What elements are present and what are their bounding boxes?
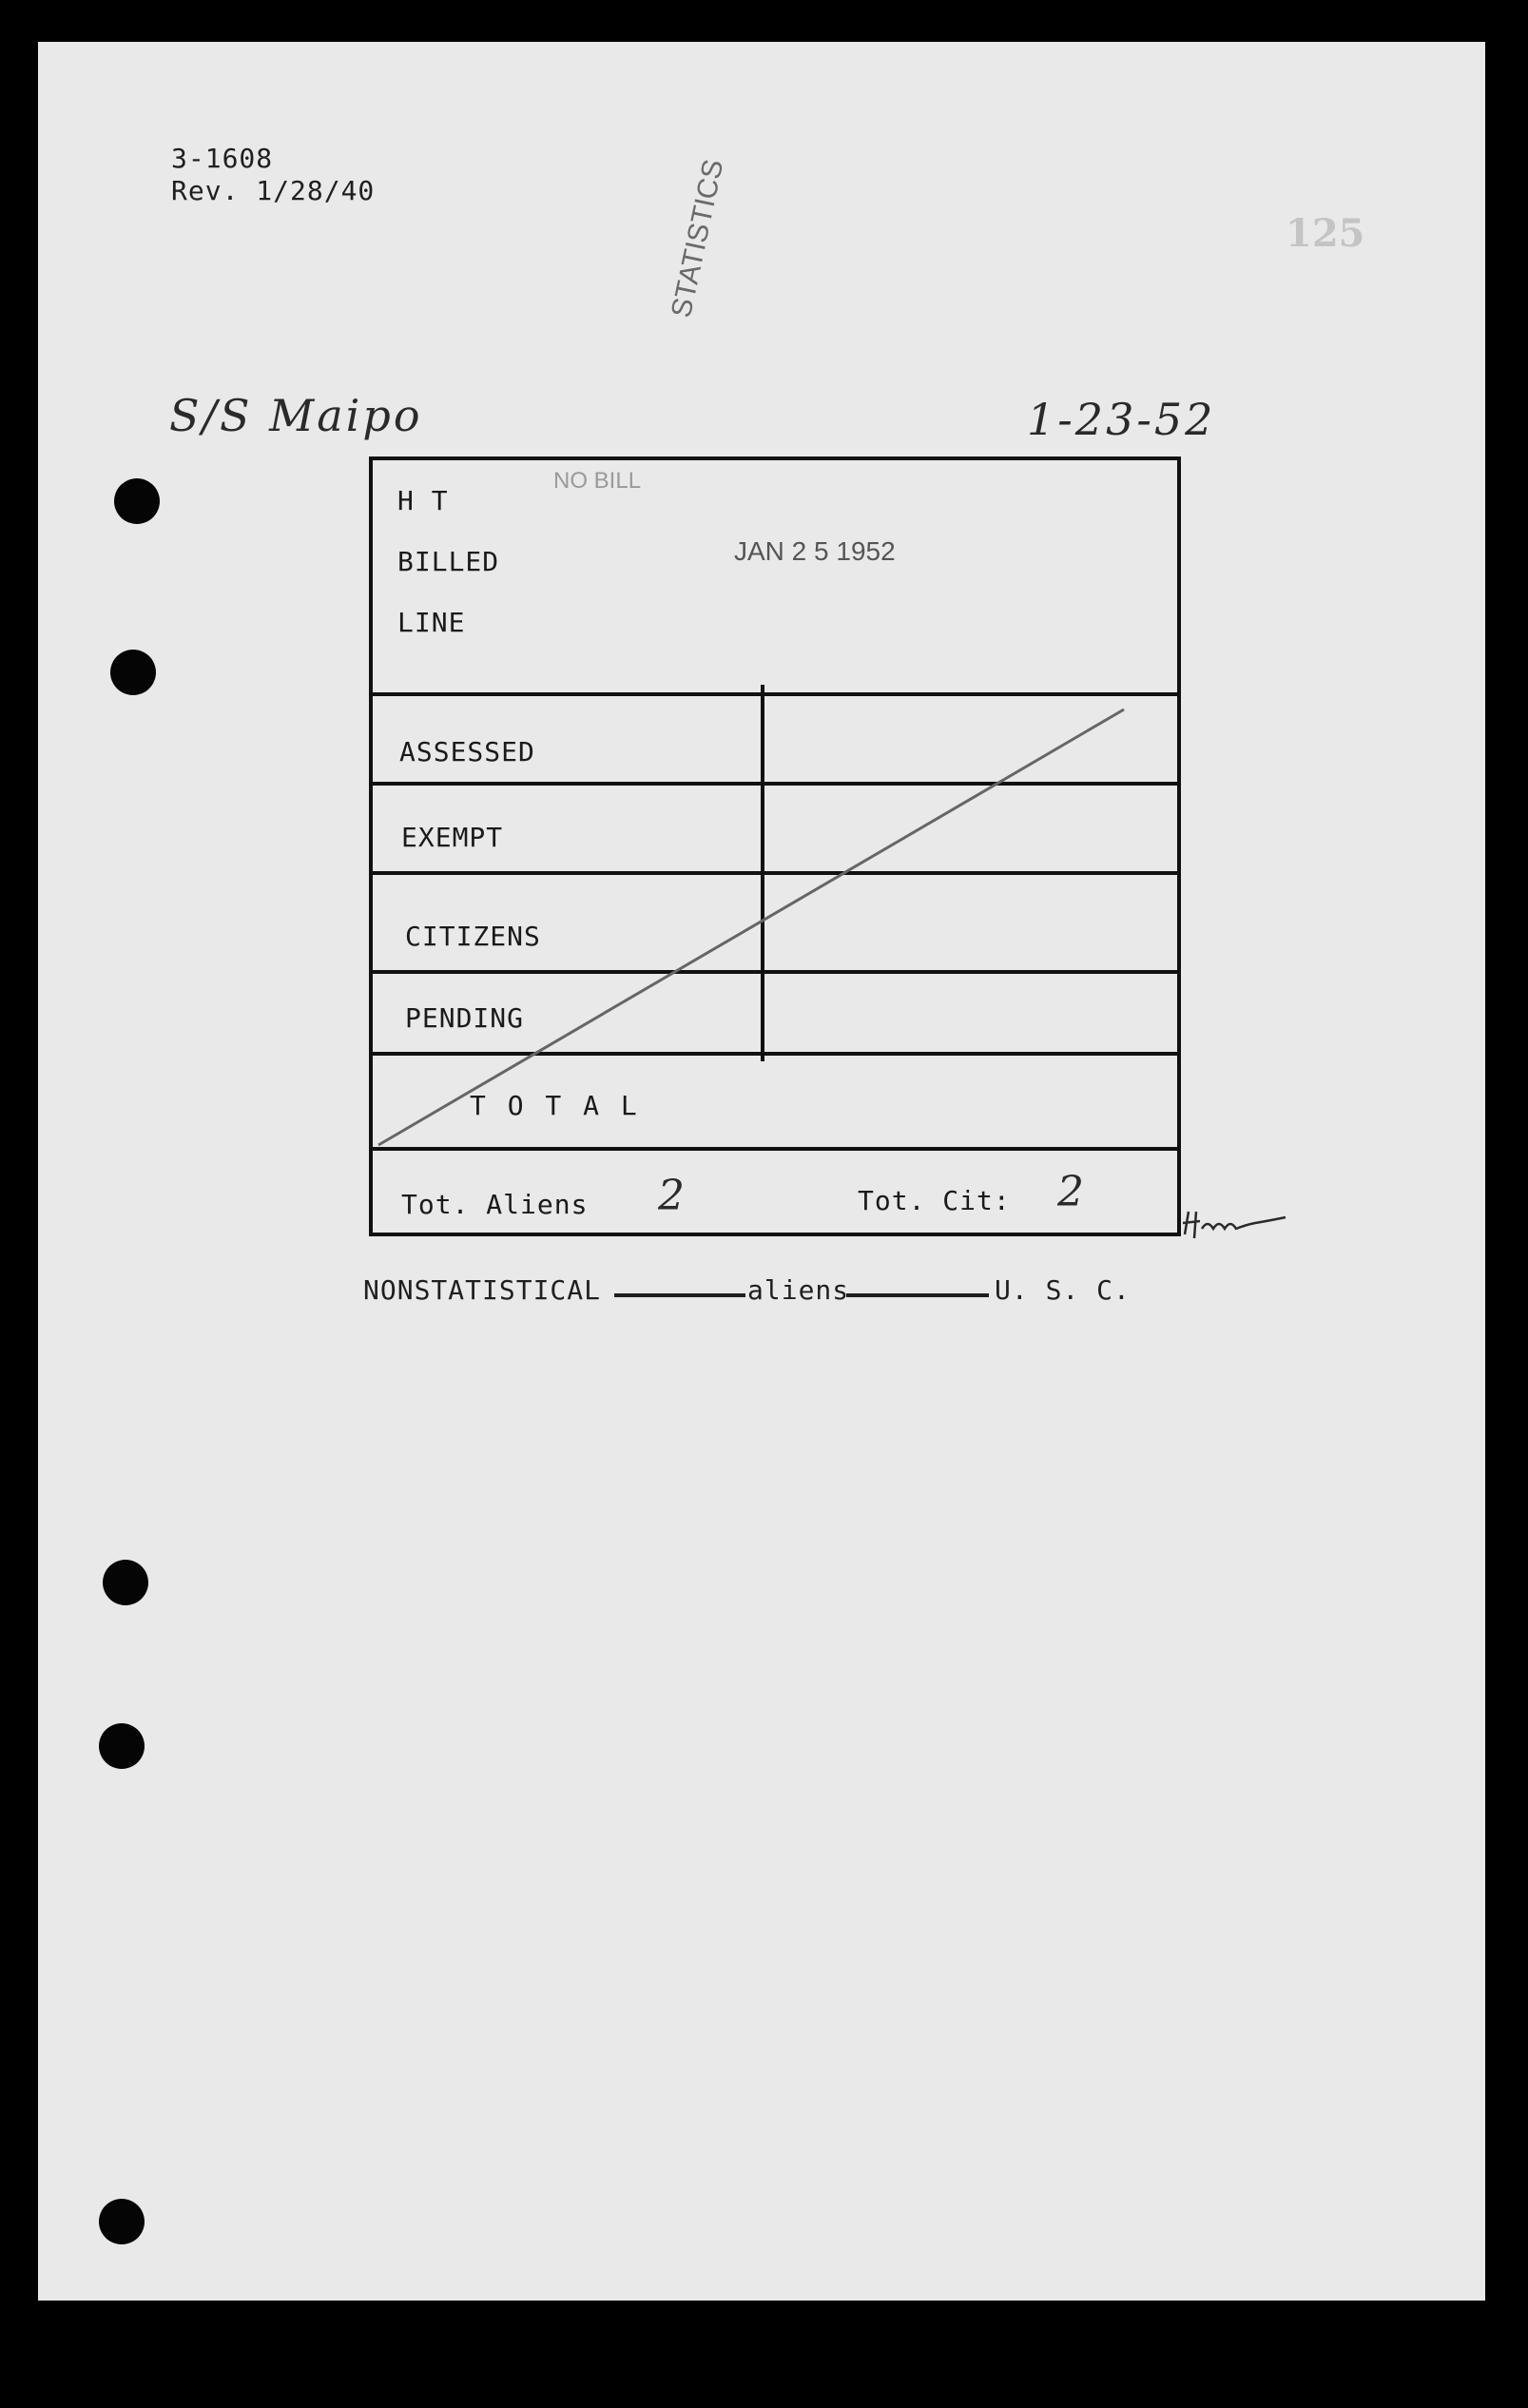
punch-hole — [114, 478, 160, 524]
strike-through-line — [373, 460, 1177, 1233]
no-bill-stamp: NO BILL — [553, 468, 642, 494]
form-code: 3-1608 — [171, 143, 274, 174]
punch-hole — [110, 650, 156, 695]
exempt-label: EXEMPT — [401, 822, 504, 853]
punch-hole — [99, 2199, 145, 2244]
total-citizens-label: Tot. Cit: — [858, 1185, 1011, 1216]
aliens-label: aliens — [747, 1274, 850, 1306]
total-label: T O T A L — [470, 1090, 640, 1121]
punch-hole — [99, 1723, 145, 1769]
initials-mark — [1179, 1206, 1293, 1244]
page-number: 125 — [1286, 211, 1365, 256]
billed-label: BILLED — [397, 546, 500, 577]
total-aliens-value: 2 — [658, 1172, 687, 1220]
line-label: LINE — [397, 607, 466, 638]
received-date-stamp: JAN 2 5 1952 — [734, 536, 896, 566]
punch-hole — [103, 1560, 148, 1605]
total-aliens-label: Tot. Aliens — [401, 1189, 589, 1220]
citizens-label: CITIZENS — [405, 921, 541, 952]
form-revision: Rev. 1/28/40 — [171, 175, 376, 206]
pending-label: PENDING — [405, 1002, 525, 1034]
handwritten-date: 1-23-52 — [1027, 394, 1216, 445]
ht-label: H T — [397, 485, 449, 516]
fill-line — [614, 1293, 745, 1297]
nonstatistical-label: NONSTATISTICAL — [363, 1274, 602, 1306]
usc-label: U. S. C. — [995, 1274, 1131, 1306]
fill-line — [846, 1293, 989, 1297]
assessed-label: ASSESSED — [399, 736, 535, 767]
statistics-form-table — [369, 456, 1181, 1236]
vessel-name: S/S Maipo — [169, 390, 423, 441]
statistics-stamp: STATISTICS — [666, 156, 730, 320]
total-citizens-value: 2 — [1057, 1168, 1087, 1216]
